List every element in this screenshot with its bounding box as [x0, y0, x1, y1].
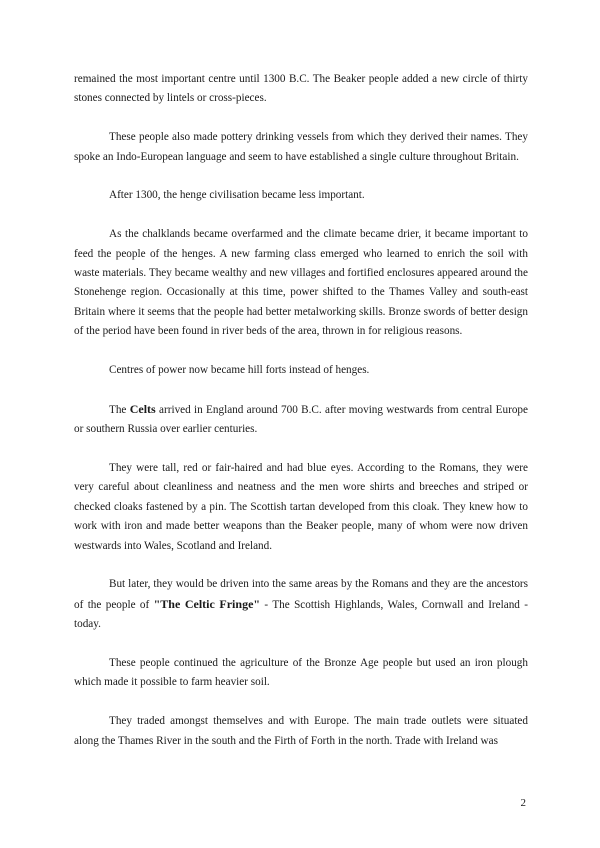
paragraph-4: As the chalklands became overfarmed and the climate became drier, it became important to feed the people of the henges. A new farming class emerged who learned to enrich the soil with waste materials. They became wealthy and new villages and fortified enclosures appeared around the Stonehenge region. Occasionally at this time, power shifted to the Thames Valley and south-east Britain where it seems that the people had better metalworking skills. Bronze swords of better design of the period have been found in river beds of the area, thrown in for religious reasons. [74, 228, 528, 338]
paragraph-7: They were tall, red or fair-haired and had blue eyes. According to the Romans, they were very careful about cleanliness and neatness and the men wore shirts and breeches and striped or checked cloaks fastened by a pin. The Scottish tartan developed from this cloak. They knew how to work with iron and made better weapons than the Beaker people, many of whom were now driven westwards into Wales, Scotland and Ireland. [74, 462, 528, 552]
page-number: 2 [520, 797, 526, 809]
paragraph-3: After 1300, the henge civilisation became less important. [109, 189, 365, 202]
paragraph-8-post: - The Scottish Highlands, Wales, Cornwall and Ireland - today. [74, 598, 528, 631]
celtic-fringe-term: "The Celtic Fringe" [153, 596, 261, 611]
paragraph-10: They traded amongst themselves and with Europe. The main trade outlets were situated along the Thames River in the south and the Firth of Forth in the north. Trade with Ireland was [74, 715, 528, 747]
paragraph-5: Centres of power now became hill forts instead of henges. [109, 364, 370, 377]
paragraph-6-post: arrived in England around 700 B.C. after moving westwards from central Europe or southern Russia over earlier centuries. [74, 403, 528, 436]
body-text [74, 70, 528, 770]
paragraph-6-pre: The [109, 403, 130, 416]
celts-term: Celts [129, 401, 156, 416]
paragraph-8-pre: But later, they would be driven into the same areas by the Romans and they are the ancestors of the people of [74, 578, 528, 611]
paragraph-1: remained the most important centre until 1300 B.C. The Beaker people added a new circle of thirty stones connected by lintels or cross-pieces. [74, 73, 528, 105]
paragraph-9: These people continued the agriculture of the Bronze Age people but used an iron plough which made it possible to farm heavier soil. [74, 657, 528, 689]
paragraph-6 [74, 400, 528, 440]
paragraph-2: These people also made pottery drinking vessels from which they derived their names. They spoke an Indo-European language and seem to have established a single culture throughout Britain. [74, 131, 528, 163]
paragraph-8 [74, 575, 528, 634]
